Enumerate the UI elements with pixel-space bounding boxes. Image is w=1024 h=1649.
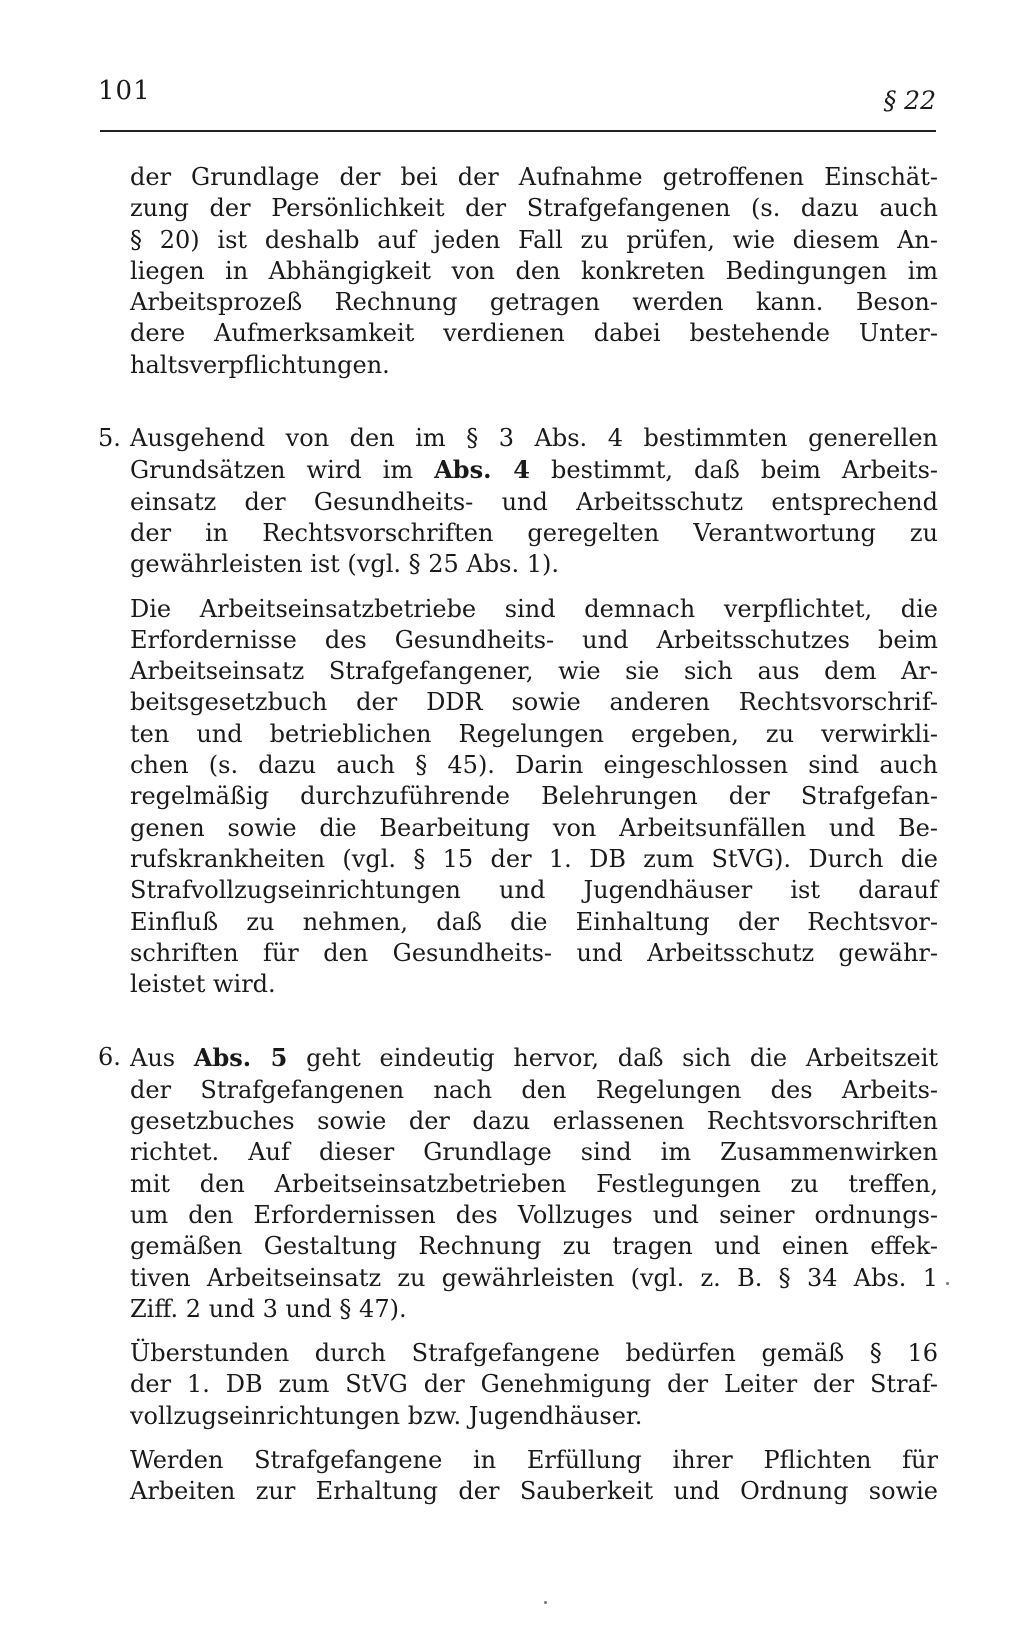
text-line: schriften für den Gesundheits- und Arbeitsschutz gewähr- [130, 938, 938, 967]
text-line: Strafvollzugseinrichtungen und Jugendhäuser ist darauf [130, 876, 938, 905]
text-line: Überstunden durch Strafgefangene bedürfen gemäß § 16 [130, 1339, 938, 1368]
page-header [98, 74, 936, 134]
text-line: um den Erfordernissen des Vollzuges und seiner ordnungs- [130, 1200, 938, 1229]
text-line: dere Aufmerksamkeit verdienen dabei bestehende Unter- [130, 319, 938, 348]
item-paragraph [130, 1042, 938, 1325]
text-line: vollzugseinrichtungen bzw. Jugendhäuser. [130, 1401, 643, 1430]
text-line: regelmäßig durchzuführende Belehrungen der Strafgefan- [130, 782, 938, 811]
text-line: der Strafgefangenen nach den Regelungen des Arbeits- [130, 1075, 938, 1104]
text-line: haltsverpflichtungen. [130, 350, 390, 379]
text-line: chen (s. dazu auch § 45). Darin eingeschlossen sind auch [130, 751, 938, 780]
item-paragraph [130, 1445, 938, 1508]
text-line: Arbeiten zur Erhaltung der Sauberkeit und Ordnung sowie [130, 1477, 938, 1506]
running-section-reference: § 22 [883, 86, 936, 115]
text-line: leistet wird. [130, 970, 276, 999]
scan-speck [544, 1601, 547, 1604]
item-number: 5. [98, 424, 121, 453]
text-line: mit den Arbeitseinsatzbetrieben Festlegungen zu treffen, [130, 1169, 938, 1198]
item-number: 6. [98, 1043, 121, 1072]
item-paragraph [130, 1338, 938, 1432]
text-line: Ziff. 2 und 3 und § 47). [130, 1294, 407, 1323]
text-line: gewährleisten ist (vgl. § 25 Abs. 1). [130, 550, 559, 579]
text-line: genen sowie die Bearbeitung von Arbeitsunfällen und Be- [130, 813, 938, 842]
text-line: gemäßen Gestaltung Rechnung zu tragen und einen effek- [130, 1232, 938, 1261]
bold-reference: Abs. 4 [434, 455, 530, 485]
text-line: Werden Strafgefangene in Erfüllung ihrer Pflichten für [130, 1445, 938, 1474]
text-line: Aus Abs. 5 geht eindeutig hervor, daß sich die Arbeitszeit [130, 1043, 939, 1073]
text-line: richtet. Auf dieser Grundlage sind im Zusammenwirken [130, 1138, 938, 1167]
text-line: Einfluß zu nehmen, daß die Einhaltung der Rechtsvor- [130, 907, 938, 936]
body-text [98, 162, 939, 1508]
text-line: der in Rechtsvorschriften geregelten Verantwortung zu [130, 518, 938, 547]
continuation-paragraph [130, 162, 938, 381]
text-line: Die Arbeitseinsatzbetriebe sind demnach verpflichtet, die [130, 594, 938, 623]
text-line: zung der Persönlichkeit der Strafgefangenen (s. dazu auch [130, 194, 938, 223]
text-line: ten und betrieblichen Regelungen ergeben, zu verwirkli- [130, 719, 938, 748]
text-line: Grundsätzen wird im Abs. 4 bestimmt, daß beim Arbeits- [130, 455, 938, 485]
item-paragraph [130, 423, 938, 580]
page-number: 101 [98, 76, 151, 106]
text-line: beitsgesetzbuch der DDR sowie anderen Rechtsvorschrif- [130, 688, 938, 717]
text-line: gesetzbuches sowie der dazu erlassenen Rechtsvorschriften [130, 1107, 938, 1136]
text-line: der Grundlage der bei der Aufnahme getroffenen Einschät- [130, 163, 938, 191]
text-line: rufskrankheiten (vgl. § 15 der 1. DB zum StVG). Durch die [130, 844, 938, 873]
text-line: § 20) ist deshalb auf jeden Fall zu prüfen, wie diesem An- [130, 225, 938, 254]
text-line: liegen in Abhängigkeit von den konkreten Bedingungen im [130, 256, 938, 285]
list-item-5 [98, 423, 938, 1000]
text-line: Erfordernisse des Gesundheits- und Arbeitsschutzes beim [130, 625, 938, 654]
header-rule [100, 130, 936, 132]
text-line: Arbeitsprozeß Rechnung getragen werden kann. Beson- [130, 288, 938, 317]
list-item-6 [98, 1042, 939, 1507]
text-line: der 1. DB zum StVG der Genehmigung der Leiter der Straf- [130, 1370, 938, 1399]
text-line: tiven Arbeitseinsatz zu gewährleisten (vgl. z. B. § 34 Abs. 1 [130, 1263, 938, 1292]
text-line: Arbeitseinsatz Strafgefangener, wie sie sich aus dem Ar- [130, 657, 938, 686]
text-line: einsatz der Gesundheits- und Arbeitsschutz entsprechend [130, 487, 938, 516]
item-paragraph [130, 594, 938, 1001]
bold-reference: Abs. 5 [193, 1043, 288, 1073]
text-line: Ausgehend von den im § 3 Abs. 4 bestimmten generellen [130, 424, 938, 453]
scan-speck [946, 1282, 949, 1285]
